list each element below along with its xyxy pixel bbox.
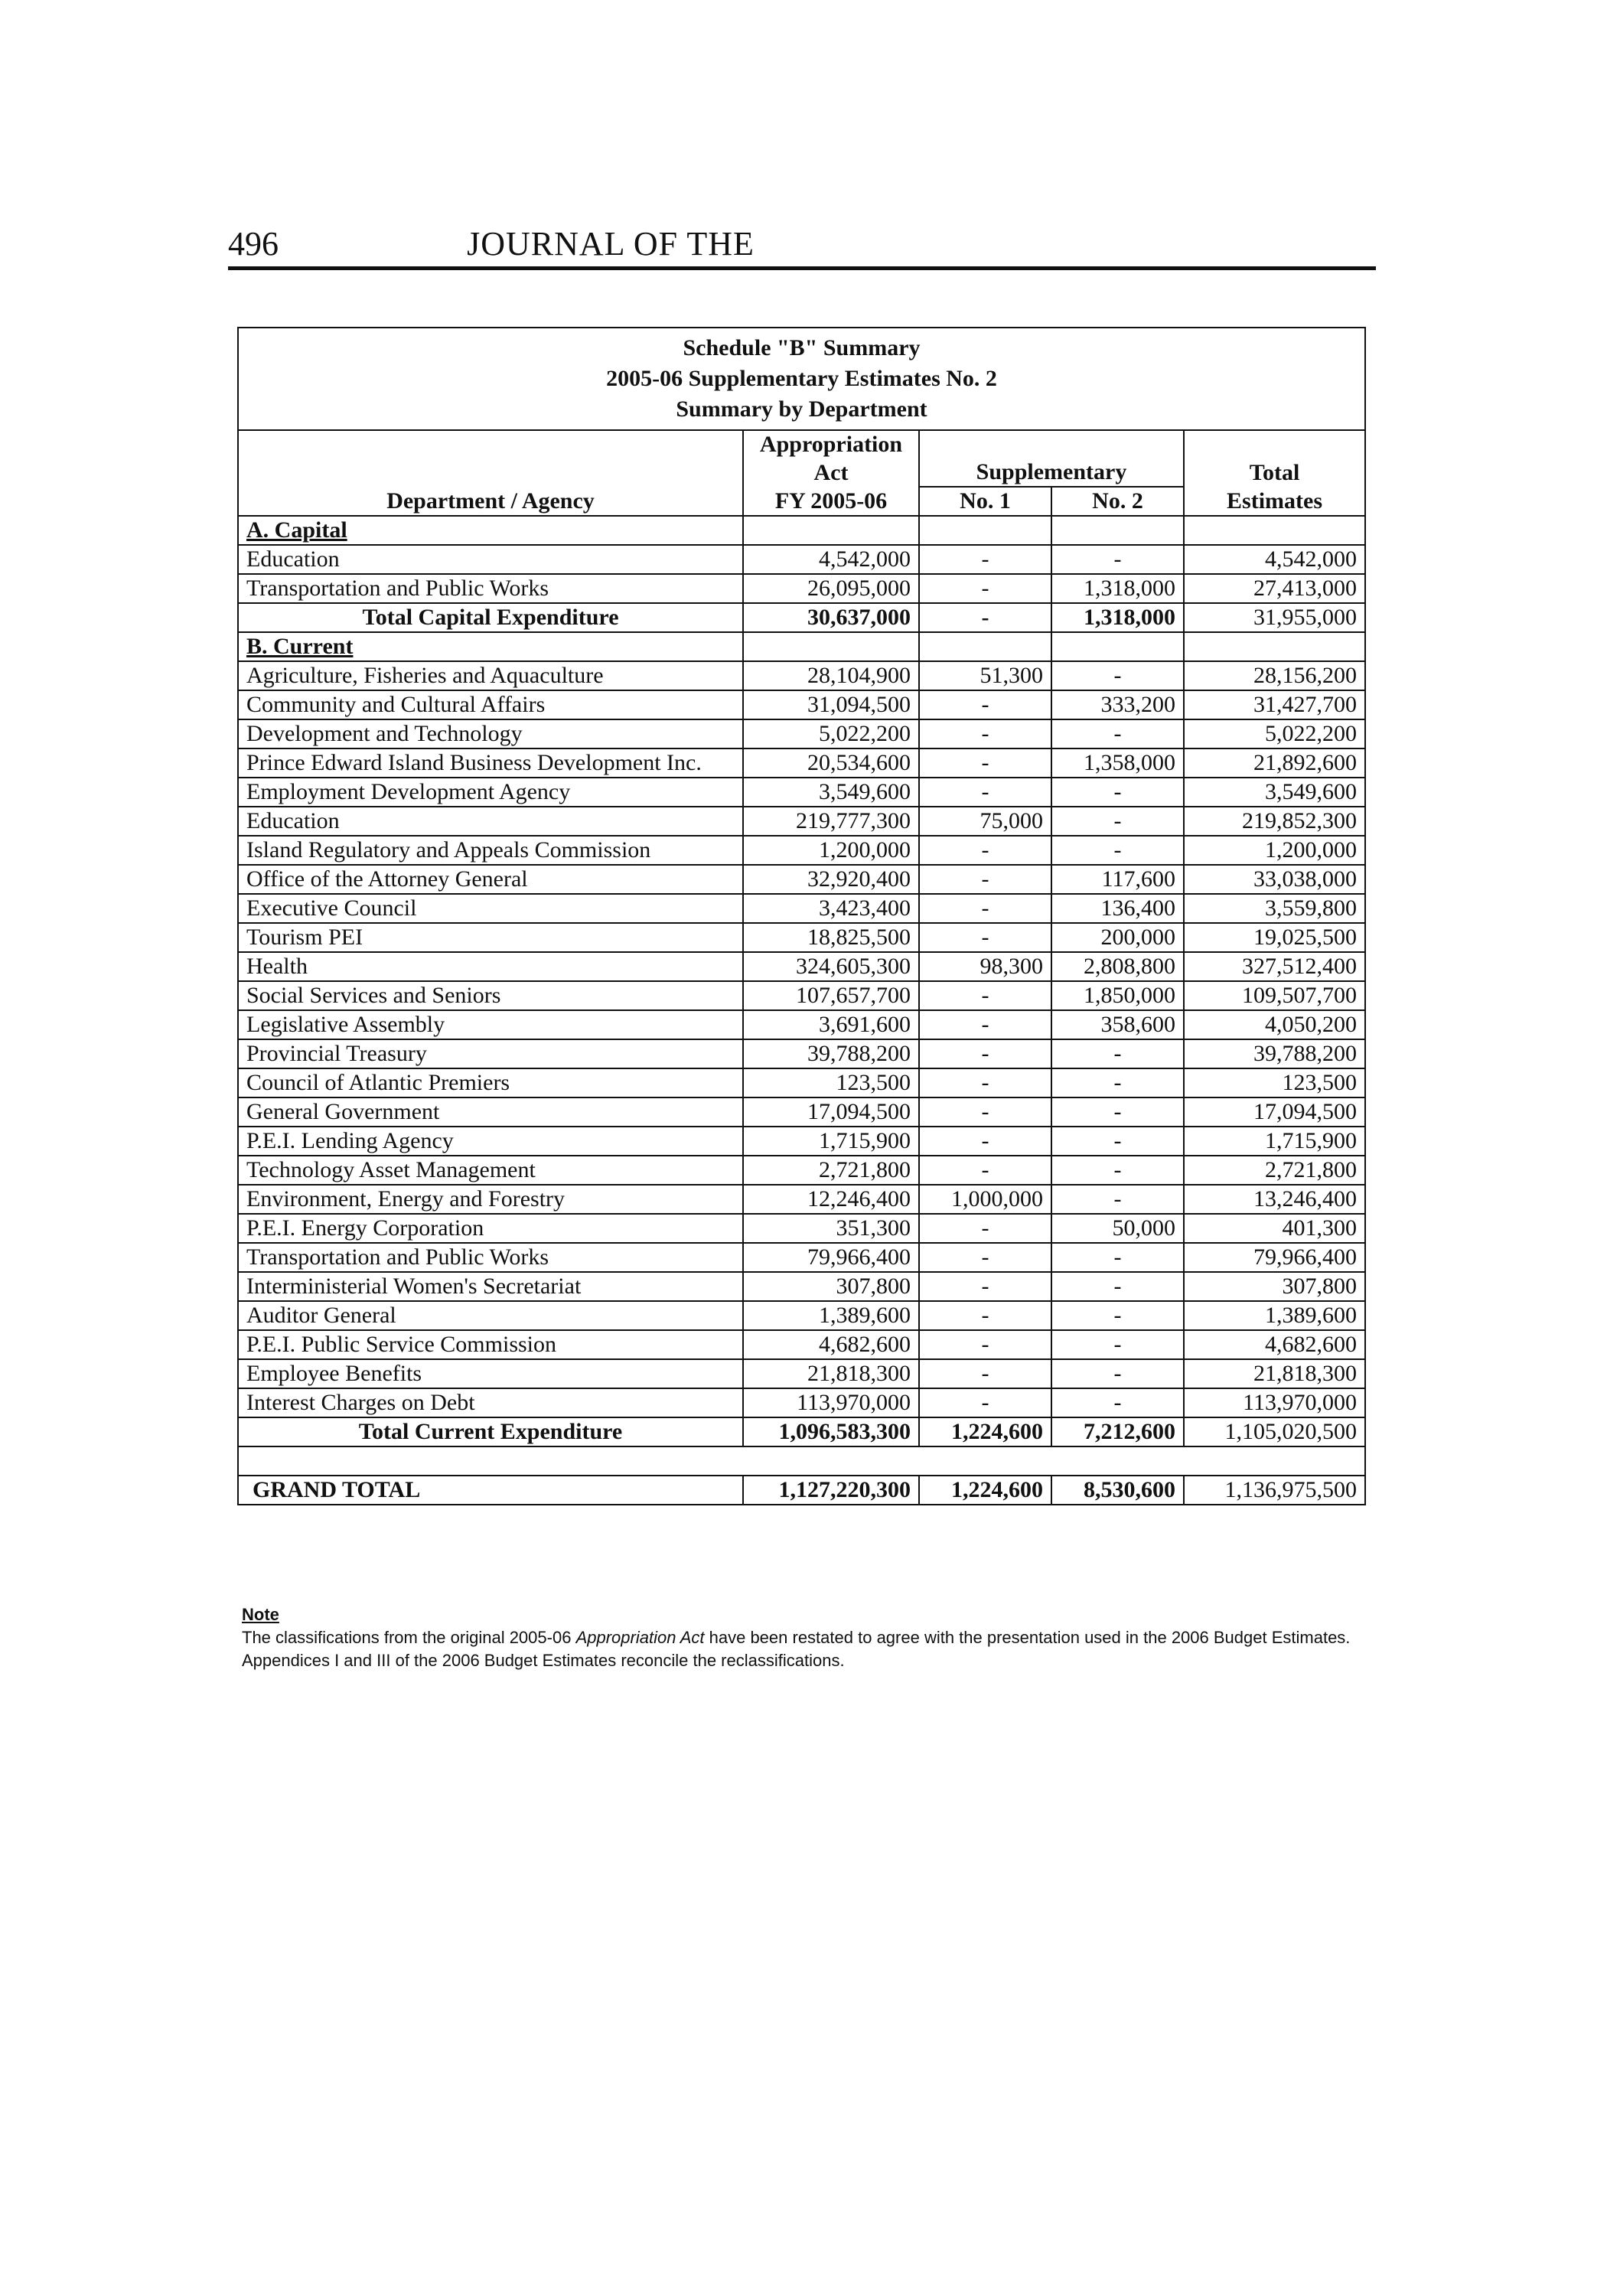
supplementary-no1-value: 98,300 xyxy=(919,952,1051,981)
schedule-title-line1: Schedule "B" Summary xyxy=(683,335,921,360)
department-name: Employee Benefits xyxy=(238,1359,743,1388)
grand-total-no2: 8,530,600 xyxy=(1051,1476,1184,1505)
appropriation-act-value: 4,542,000 xyxy=(743,545,919,574)
department-name: Technology Asset Management xyxy=(238,1156,743,1185)
supplementary-no2-value: 117,600 xyxy=(1051,865,1184,894)
current-row xyxy=(238,981,1365,1010)
supplementary-no2-value: 1,318,000 xyxy=(1051,574,1184,603)
department-name: Interest Charges on Debt xyxy=(238,1388,743,1417)
department-name: Council of Atlantic Premiers xyxy=(238,1068,743,1097)
grand-total-act: 1,127,220,300 xyxy=(743,1476,919,1505)
current-row xyxy=(238,952,1365,981)
department-name: P.E.I. Energy Corporation xyxy=(238,1214,743,1243)
department-name: Office of the Attorney General xyxy=(238,865,743,894)
current-row xyxy=(238,1185,1365,1214)
total-estimates-value: 3,559,800 xyxy=(1184,894,1365,923)
appropriation-act-value: 324,605,300 xyxy=(743,952,919,981)
current-row xyxy=(238,923,1365,952)
section-label-capital: A. Capital xyxy=(238,516,743,545)
total-estimates-value: 21,892,600 xyxy=(1184,748,1365,778)
department-name: P.E.I. Public Service Commission xyxy=(238,1330,743,1359)
header-appropriation-line2: Act xyxy=(743,458,919,487)
supplementary-no1-value: - xyxy=(919,1330,1051,1359)
header-supp-blank xyxy=(919,430,1184,458)
total-estimates-value: 113,970,000 xyxy=(1184,1388,1365,1417)
supplementary-no2-value: 1,358,000 xyxy=(1051,748,1184,778)
current-row xyxy=(238,807,1365,836)
department-name: Prince Edward Island Business Development Inc. xyxy=(238,748,743,778)
current-row xyxy=(238,1301,1365,1330)
capital-row xyxy=(238,574,1365,603)
supplementary-no2-value: - xyxy=(1051,1330,1184,1359)
capital-total-total: 31,955,000 xyxy=(1184,603,1365,632)
department-name: Transportation and Public Works xyxy=(238,574,743,603)
schedule-title-line3: Summary by Department xyxy=(676,396,927,422)
appropriation-act-value: 17,094,500 xyxy=(743,1097,919,1127)
supplementary-no1-value: - xyxy=(919,1388,1051,1417)
supplementary-no2-value: - xyxy=(1051,1272,1184,1301)
current-row xyxy=(238,1272,1365,1301)
supplementary-no2-value: 358,600 xyxy=(1051,1010,1184,1039)
total-estimates-value: 3,549,600 xyxy=(1184,778,1365,807)
current-total-act: 1,096,583,300 xyxy=(743,1417,919,1446)
current-row xyxy=(238,1156,1365,1185)
header-total-line1: Total xyxy=(1184,458,1365,487)
current-row xyxy=(238,778,1365,807)
supplementary-no2-value: - xyxy=(1051,807,1184,836)
header-total-top xyxy=(1184,430,1365,458)
supplementary-no1-value: - xyxy=(919,1010,1051,1039)
total-estimates-value: 4,050,200 xyxy=(1184,1010,1365,1039)
header-department-top xyxy=(238,430,743,458)
total-estimates-value: 327,512,400 xyxy=(1184,952,1365,981)
total-estimates-value: 31,427,700 xyxy=(1184,690,1365,719)
total-estimates-value: 4,682,600 xyxy=(1184,1330,1365,1359)
appropriation-act-value: 12,246,400 xyxy=(743,1185,919,1214)
supplementary-no2-value: - xyxy=(1051,719,1184,748)
total-estimates-value: 17,094,500 xyxy=(1184,1097,1365,1127)
supplementary-no1-value: - xyxy=(919,1243,1051,1272)
header-appropriation-line3: FY 2005-06 xyxy=(743,487,919,516)
total-estimates-value: 19,025,500 xyxy=(1184,923,1365,952)
section-label-current: B. Current xyxy=(238,632,743,661)
supplementary-no1-value: - xyxy=(919,778,1051,807)
note-heading: Note xyxy=(242,1605,279,1624)
current-row xyxy=(238,1068,1365,1097)
appropriation-act-value: 3,549,600 xyxy=(743,778,919,807)
page-header xyxy=(228,222,1376,270)
department-name: Community and Cultural Affairs xyxy=(238,690,743,719)
department-name: Social Services and Seniors xyxy=(238,981,743,1010)
supplementary-no1-value: - xyxy=(919,1272,1051,1301)
current-row xyxy=(238,894,1365,923)
current-row xyxy=(238,1359,1365,1388)
total-estimates-value: 79,966,400 xyxy=(1184,1243,1365,1272)
supplementary-no2-value: - xyxy=(1051,1388,1184,1417)
appropriation-act-value: 26,095,000 xyxy=(743,574,919,603)
appropriation-act-value: 18,825,500 xyxy=(743,923,919,952)
current-row xyxy=(238,661,1365,690)
supplementary-no1-value: - xyxy=(919,690,1051,719)
schedule-title xyxy=(238,328,1365,430)
supplementary-no1-value: 75,000 xyxy=(919,807,1051,836)
supplementary-no1-value: - xyxy=(919,748,1051,778)
total-estimates-value: 123,500 xyxy=(1184,1068,1365,1097)
total-estimates-value: 39,788,200 xyxy=(1184,1039,1365,1068)
supplementary-no2-value: - xyxy=(1051,1068,1184,1097)
supplementary-no2-value: 200,000 xyxy=(1051,923,1184,952)
department-name: Executive Council xyxy=(238,894,743,923)
supplementary-no1-value: - xyxy=(919,1097,1051,1127)
appropriation-act-value: 1,200,000 xyxy=(743,836,919,865)
supplementary-no1-value: 1,000,000 xyxy=(919,1185,1051,1214)
supplementary-no1-value: - xyxy=(919,1301,1051,1330)
appropriation-act-value: 2,721,800 xyxy=(743,1156,919,1185)
capital-total-no1: - xyxy=(919,603,1051,632)
appropriation-act-value: 351,300 xyxy=(743,1214,919,1243)
department-name: Agriculture, Fisheries and Aquaculture xyxy=(238,661,743,690)
supplementary-no2-value: - xyxy=(1051,1301,1184,1330)
grand-total-label: GRAND TOTAL xyxy=(238,1476,743,1505)
current-row xyxy=(238,1097,1365,1127)
header-department: Department / Agency xyxy=(238,487,743,516)
supplementary-no2-value: - xyxy=(1051,1185,1184,1214)
appropriation-act-value: 21,818,300 xyxy=(743,1359,919,1388)
appropriation-act-value: 123,500 xyxy=(743,1068,919,1097)
department-name: Environment, Energy and Forestry xyxy=(238,1185,743,1214)
appropriation-act-value: 1,715,900 xyxy=(743,1127,919,1156)
supplementary-no2-value: - xyxy=(1051,545,1184,574)
total-estimates-value: 1,389,600 xyxy=(1184,1301,1365,1330)
current-row xyxy=(238,865,1365,894)
current-total-no2: 7,212,600 xyxy=(1051,1417,1184,1446)
appropriation-act-value: 113,970,000 xyxy=(743,1388,919,1417)
capital-row xyxy=(238,545,1365,574)
total-estimates-value: 2,721,800 xyxy=(1184,1156,1365,1185)
header-total-line2: Estimates xyxy=(1184,487,1365,516)
supplementary-no1-value: - xyxy=(919,719,1051,748)
current-row xyxy=(238,1010,1365,1039)
department-name: Tourism PEI xyxy=(238,923,743,952)
supplementary-no2-value: 2,808,800 xyxy=(1051,952,1184,981)
department-name: Auditor General xyxy=(238,1301,743,1330)
total-estimates-value: 21,818,300 xyxy=(1184,1359,1365,1388)
appropriation-act-value: 28,104,900 xyxy=(743,661,919,690)
header-supplementary: Supplementary xyxy=(919,458,1184,487)
header-no1: No. 1 xyxy=(919,487,1051,516)
total-estimates-value: 33,038,000 xyxy=(1184,865,1365,894)
current-row xyxy=(238,1388,1365,1417)
department-name: General Government xyxy=(238,1097,743,1127)
current-row xyxy=(238,1214,1365,1243)
supplementary-no2-value: - xyxy=(1051,1127,1184,1156)
supplementary-no2-value: - xyxy=(1051,1097,1184,1127)
current-total-total: 1,105,020,500 xyxy=(1184,1417,1365,1446)
supplementary-no1-value: - xyxy=(919,894,1051,923)
total-estimates-value: 5,022,200 xyxy=(1184,719,1365,748)
total-estimates-value: 1,715,900 xyxy=(1184,1127,1365,1156)
supplementary-no1-value: - xyxy=(919,923,1051,952)
department-name: Transportation and Public Works xyxy=(238,1243,743,1272)
schedule-title-line2: 2005-06 Supplementary Estimates No. 2 xyxy=(606,366,997,391)
department-name: Employment Development Agency xyxy=(238,778,743,807)
department-name: Health xyxy=(238,952,743,981)
journal-title: JOURNAL OF THE xyxy=(467,225,755,263)
total-estimates-value: 1,200,000 xyxy=(1184,836,1365,865)
current-row xyxy=(238,748,1365,778)
supplementary-no1-value: - xyxy=(919,574,1051,603)
supplementary-no2-value: - xyxy=(1051,1156,1184,1185)
supplementary-no2-value: 136,400 xyxy=(1051,894,1184,923)
supplementary-no1-value: - xyxy=(919,836,1051,865)
appropriation-act-value: 1,389,600 xyxy=(743,1301,919,1330)
page-number: 496 xyxy=(228,225,279,263)
grand-total-no1: 1,224,600 xyxy=(919,1476,1051,1505)
header-appropriation-line1: Appropriation xyxy=(743,430,919,458)
supplementary-no1-value: - xyxy=(919,1214,1051,1243)
current-total-row xyxy=(238,1417,1365,1446)
schedule-table xyxy=(237,327,1366,1505)
current-row xyxy=(238,1330,1365,1359)
supplementary-no2-value: - xyxy=(1051,1243,1184,1272)
supplementary-no2-value: - xyxy=(1051,1359,1184,1388)
current-row xyxy=(238,719,1365,748)
department-name: Education xyxy=(238,545,743,574)
supplementary-no1-value: - xyxy=(919,1039,1051,1068)
total-estimates-value: 219,852,300 xyxy=(1184,807,1365,836)
supplementary-no1-value: - xyxy=(919,1359,1051,1388)
appropriation-act-value: 32,920,400 xyxy=(743,865,919,894)
total-estimates-value: 27,413,000 xyxy=(1184,574,1365,603)
grand-total-row xyxy=(238,1476,1365,1505)
capital-total-act: 30,637,000 xyxy=(743,603,919,632)
capital-total-row xyxy=(238,603,1365,632)
supplementary-no2-value: - xyxy=(1051,836,1184,865)
department-name: P.E.I. Lending Agency xyxy=(238,1127,743,1156)
total-estimates-value: 109,507,700 xyxy=(1184,981,1365,1010)
supplementary-no1-value: - xyxy=(919,1068,1051,1097)
department-name: Interministerial Women's Secretariat xyxy=(238,1272,743,1301)
spacer-row xyxy=(238,1446,1365,1476)
supplementary-no2-value: 50,000 xyxy=(1051,1214,1184,1243)
total-estimates-value: 401,300 xyxy=(1184,1214,1365,1243)
appropriation-act-value: 307,800 xyxy=(743,1272,919,1301)
current-row xyxy=(238,1039,1365,1068)
current-row xyxy=(238,1127,1365,1156)
supplementary-no1-value: - xyxy=(919,545,1051,574)
appropriation-act-value: 79,966,400 xyxy=(743,1243,919,1272)
grand-total-total: 1,136,975,500 xyxy=(1184,1476,1365,1505)
current-total-no1: 1,224,600 xyxy=(919,1417,1051,1446)
appropriation-act-value: 20,534,600 xyxy=(743,748,919,778)
appropriation-act-value: 31,094,500 xyxy=(743,690,919,719)
supplementary-no1-value: 51,300 xyxy=(919,661,1051,690)
appropriation-act-value: 39,788,200 xyxy=(743,1039,919,1068)
appropriation-act-value: 3,691,600 xyxy=(743,1010,919,1039)
note xyxy=(242,1603,1367,1672)
header-department-mid xyxy=(238,458,743,487)
appropriation-act-value: 3,423,400 xyxy=(743,894,919,923)
department-name: Legislative Assembly xyxy=(238,1010,743,1039)
department-name: Island Regulatory and Appeals Commission xyxy=(238,836,743,865)
total-estimates-value: 4,542,000 xyxy=(1184,545,1365,574)
supplementary-no1-value: - xyxy=(919,981,1051,1010)
current-row xyxy=(238,690,1365,719)
current-row xyxy=(238,836,1365,865)
department-name: Provincial Treasury xyxy=(238,1039,743,1068)
current-row xyxy=(238,1243,1365,1272)
department-name: Education xyxy=(238,807,743,836)
supplementary-no1-value: - xyxy=(919,865,1051,894)
supplementary-no2-value: - xyxy=(1051,661,1184,690)
current-total-label: Total Current Expenditure xyxy=(238,1417,743,1446)
header-no2: No. 2 xyxy=(1051,487,1184,516)
supplementary-no1-value: - xyxy=(919,1156,1051,1185)
supplementary-no2-value: - xyxy=(1051,778,1184,807)
total-estimates-value: 28,156,200 xyxy=(1184,661,1365,690)
appropriation-act-value: 5,022,200 xyxy=(743,719,919,748)
supplementary-no2-value: - xyxy=(1051,1039,1184,1068)
department-name: Development and Technology xyxy=(238,719,743,748)
total-estimates-value: 13,246,400 xyxy=(1184,1185,1365,1214)
appropriation-act-value: 107,657,700 xyxy=(743,981,919,1010)
supplementary-no2-value: 1,850,000 xyxy=(1051,981,1184,1010)
supplementary-no1-value: - xyxy=(919,1127,1051,1156)
appropriation-act-value: 219,777,300 xyxy=(743,807,919,836)
appropriation-act-value: 4,682,600 xyxy=(743,1330,919,1359)
capital-total-no2: 1,318,000 xyxy=(1051,603,1184,632)
capital-total-label: Total Capital Expenditure xyxy=(238,603,743,632)
supplementary-no2-value: 333,200 xyxy=(1051,690,1184,719)
note-text: The classifications from the original 2005-06 Appropriation Act have been restated to agree with the presentation used in the 2006 Budget Estimates. Appendices I and III of the 2006 Budget Estimates reconcile the reclassifications. xyxy=(242,1628,1351,1670)
total-estimates-value: 307,800 xyxy=(1184,1272,1365,1301)
